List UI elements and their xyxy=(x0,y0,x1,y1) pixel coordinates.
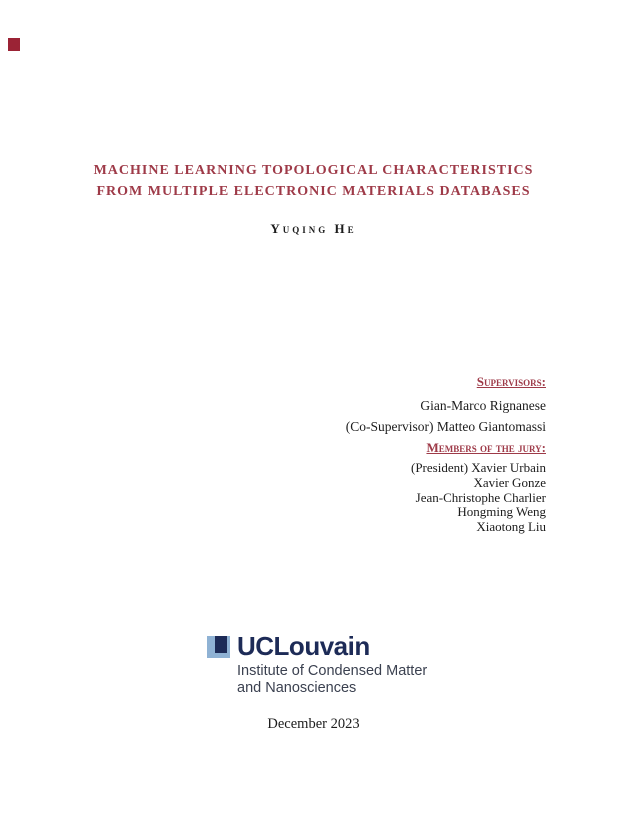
supervisor-name: (Co-Supervisor) Matteo Giantomassi xyxy=(345,419,546,434)
uclouvain-logo-icon xyxy=(207,636,231,658)
jury-member-name: (President) Xavier Urbain xyxy=(410,460,546,475)
uclouvain-wordmark: UCLouvain xyxy=(237,631,370,661)
thesis-title-line2: FROM MULTIPLE ELECTRONIC MATERIALS DATABASES xyxy=(96,184,531,199)
publication-date: December 2023 xyxy=(267,716,360,732)
corner-marker xyxy=(8,38,20,51)
institute-name-line2: and Nanosciences xyxy=(237,680,357,696)
uclouvain-logo-block xyxy=(207,633,427,697)
supervisors-label: Supervisors: xyxy=(476,374,546,389)
author-name: Yuqing He xyxy=(270,221,357,236)
jury-member-name: Xavier Gonze xyxy=(473,474,546,490)
jury-member-name: Hongming Weng xyxy=(457,504,546,520)
thesis-title xyxy=(0,160,627,202)
logo-dark-square xyxy=(215,636,227,653)
institute-name xyxy=(237,663,427,697)
jury-label: Members of the jury: xyxy=(426,440,546,455)
credits-block xyxy=(346,374,546,535)
jury-member-name: Xiaotong Liu xyxy=(476,519,546,535)
supervisor-name: Gian-Marco Rignanese xyxy=(420,398,546,413)
institute-name-line1: Institute of Condensed Matter xyxy=(237,663,428,679)
jury-member-name: Jean-Christophe Charlier xyxy=(415,489,546,505)
uclouvain-logo-row xyxy=(207,633,427,659)
thesis-title-line1: MACHINE LEARNING TOPOLOGICAL CHARACTERISTICS xyxy=(93,163,534,178)
